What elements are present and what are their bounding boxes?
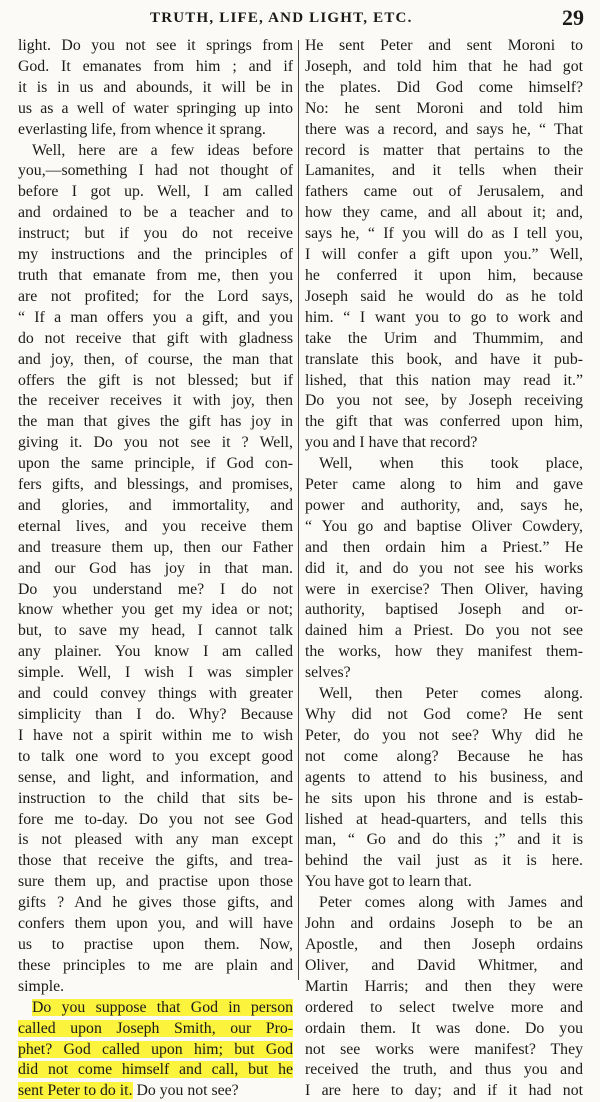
text-line <box>305 642 583 663</box>
line-text: Well, then Peter comes along. <box>319 685 583 703</box>
text-line <box>18 935 293 956</box>
line-text: Joseph said he would do as he told <box>305 287 583 305</box>
line-text: record is matter that pertains to the <box>305 141 583 159</box>
line-text: truth that emanate from me, then you <box>18 266 293 284</box>
line-text: selves? <box>305 664 351 682</box>
line-text: ordered to select twelve more and <box>305 998 583 1016</box>
line-text: and treasure them up, then our Father <box>18 538 293 556</box>
text-line <box>18 538 293 559</box>
line-text: gifts ? And he gives those gifts, and <box>18 894 293 912</box>
text-line <box>305 872 583 893</box>
line-text: I will confer a gift upon you.” Well, <box>305 246 583 264</box>
line-text: He sent Peter and sent Moroni to <box>305 37 583 54</box>
line-text: and our God has joy in that man. <box>18 559 293 577</box>
line-text: “ You go and baptise Oliver Cowdery, <box>305 517 583 535</box>
line-text: and glories, and immortality, and <box>18 496 293 514</box>
line-text: Why did not God come? He sent <box>305 706 583 723</box>
line-text: sure them up, and practise upon those <box>18 873 293 891</box>
text-line <box>18 287 293 308</box>
text-line <box>18 956 293 977</box>
text-line <box>18 1060 293 1081</box>
text-line <box>18 851 293 872</box>
highlighted-text: called upon Joseph Smith, our Pro- <box>18 1019 293 1037</box>
line-text: us to practise upon them. Now, <box>18 935 293 953</box>
text-line <box>305 78 583 99</box>
text-line <box>305 810 583 831</box>
text-line <box>305 663 583 684</box>
text-line <box>305 433 583 454</box>
text-line <box>18 914 293 935</box>
line-text: Do you not see, by Joseph receiving <box>305 392 583 410</box>
text-line <box>305 224 583 245</box>
line-text: eternal lives, and you receive them <box>18 517 293 535</box>
line-text: lished, that this nation may read it.” <box>305 371 583 389</box>
text-line <box>305 726 583 747</box>
text-line <box>305 1060 583 1081</box>
line-text: Lamanites, and it tells when their <box>305 162 583 180</box>
text-line <box>305 454 583 475</box>
line-text: God. It emanates from him ; and if <box>18 57 293 75</box>
text-line <box>18 308 293 329</box>
text-line <box>305 1081 583 1102</box>
line-text: and could convey things with greater <box>18 685 293 703</box>
line-text: I have not a spirit within me to wish <box>18 726 293 744</box>
line-text: says he, “ If you will do as I tell you, <box>305 225 583 243</box>
page-number: 29 <box>562 5 584 30</box>
page-header <box>0 0 600 34</box>
line-text: are not profited; for the Lord says, <box>18 287 293 305</box>
text-line <box>305 684 583 705</box>
text-line <box>305 350 583 371</box>
text-line <box>305 99 583 120</box>
text-line <box>305 621 583 642</box>
line-text: fathers came out of Jerusalem, and <box>305 183 583 201</box>
text-line <box>18 580 293 601</box>
text-line <box>305 830 583 851</box>
text-line <box>18 57 293 78</box>
line-text: know whether you get my idea or not; <box>18 601 293 619</box>
text-line <box>305 496 583 517</box>
text-line <box>18 329 293 350</box>
text-line <box>305 580 583 601</box>
line-text: behind the vail just as it is here. <box>305 852 583 870</box>
line-text: everlasting life, from whence it sprang. <box>18 120 266 138</box>
line-text: you,—something I had not thought of <box>18 162 293 180</box>
left-column <box>18 36 293 1100</box>
text-line <box>18 161 293 182</box>
text-line <box>305 956 583 977</box>
line-text: us as a well of water springing up into <box>18 99 293 117</box>
text-line <box>18 559 293 580</box>
text-line <box>18 684 293 705</box>
text-line <box>18 266 293 287</box>
line-text: Peter came along to him and gave <box>305 476 583 494</box>
text-line <box>305 161 583 182</box>
line-text: those that receive the gifts, and trea- <box>18 852 293 870</box>
line-text: light. Do you not see it springs from <box>18 37 293 54</box>
text-line <box>18 120 293 141</box>
line-text: were in exercise? Then Oliver, having <box>305 580 583 598</box>
text-line <box>18 78 293 99</box>
line-text: translate this book, and have it pub- <box>305 350 583 368</box>
text-line <box>18 350 293 371</box>
text-line <box>18 454 293 475</box>
line-text: agents to attend to his business, and <box>305 768 583 786</box>
text-line <box>305 391 583 412</box>
text-line <box>18 642 293 663</box>
text-line <box>18 203 293 224</box>
line-text: simple. Well, I wish I was simpler <box>18 664 293 682</box>
text-line <box>305 412 583 433</box>
text-line <box>18 1081 293 1102</box>
line-text: offers the gift is not blessed; but if <box>18 371 293 389</box>
text-line <box>305 245 583 266</box>
text-line <box>305 517 583 538</box>
line-text: man, “ Go and do this ;” and it is <box>305 831 583 849</box>
line-text: Well, when this took place, <box>319 455 583 473</box>
text-line <box>305 36 583 57</box>
text-line <box>305 851 583 872</box>
line-text: dained him a Priest. Do you not see <box>305 622 583 640</box>
highlighted-text: did not come himself and call, but he <box>18 1061 293 1079</box>
line-text: Do you understand me? I do not <box>18 580 293 598</box>
line-text: there was a record, and says he, “ That <box>305 120 583 138</box>
line-text: lished at head-quarters, and tells this <box>305 810 583 828</box>
line-text: and then ordain him a Priest.” He <box>305 538 583 556</box>
text-line <box>18 998 293 1019</box>
text-line <box>18 705 293 726</box>
text-line <box>18 475 293 496</box>
text-line <box>18 621 293 642</box>
text-line <box>305 893 583 914</box>
text-line <box>18 600 293 621</box>
text-line <box>305 1040 583 1061</box>
line-text: before I got up. Well, I am called <box>18 183 293 201</box>
line-text: did it, and do you not see his works <box>305 559 583 577</box>
line-text: any plainer. You know I am called <box>18 643 293 661</box>
text-line <box>18 1019 293 1040</box>
line-text: and joy, then, of course, the man that <box>18 350 293 368</box>
text-line <box>305 768 583 789</box>
column-divider <box>298 40 299 980</box>
line-text: giving it. Do you not see it ? Well, <box>18 434 293 452</box>
line-text: not come along? Because he has <box>305 747 583 765</box>
line-text: do not receive that gift with gladness <box>18 329 293 347</box>
text-line <box>18 1040 293 1061</box>
line-text: the man that gives the gift has joy in <box>18 413 293 431</box>
text-line <box>18 789 293 810</box>
text-line <box>305 935 583 956</box>
running-title: TRUTH, LIFE, AND LIGHT, ETC. <box>150 10 413 26</box>
text-line <box>305 1019 583 1040</box>
line-text: but, to save my head, I cannot talk <box>18 622 293 640</box>
text-line <box>18 36 293 57</box>
text-line <box>18 433 293 454</box>
text-line <box>305 559 583 580</box>
text-line <box>305 287 583 308</box>
text-line <box>305 266 583 287</box>
line-text: power and authority, and, says he, <box>305 496 583 514</box>
line-text: the gift that was conferred upon him, <box>305 413 583 431</box>
line-text: him. “ I want you to go to work and <box>305 308 583 326</box>
line-text: these principles to me are plain and <box>18 956 293 974</box>
highlighted-text: sent Peter to do it. <box>18 1082 133 1100</box>
text-line <box>18 371 293 392</box>
text-line <box>305 203 583 224</box>
line-text: Well, here are a few ideas before <box>32 141 293 159</box>
text-line <box>18 663 293 684</box>
text-line <box>305 371 583 392</box>
text-line <box>18 496 293 517</box>
text-line <box>305 57 583 78</box>
text-line <box>305 538 583 559</box>
text-line <box>18 245 293 266</box>
line-text: you and I have that record? <box>305 434 478 452</box>
text-line <box>18 412 293 433</box>
text-line <box>305 747 583 768</box>
line-text: sense, and light, and information, and <box>18 768 293 786</box>
text-line <box>18 517 293 538</box>
line-text: Oliver, and David Whitmer, and <box>305 956 583 974</box>
text-line <box>305 600 583 621</box>
text-line <box>305 705 583 726</box>
line-text: he conferred it upon him, because <box>305 266 583 284</box>
text-line <box>305 914 583 935</box>
text-line <box>305 977 583 998</box>
line-text: Martin Harris; and then they were <box>305 977 583 995</box>
line-text: Apostle, and then Joseph ordains <box>305 935 583 953</box>
line-text: No: he sent Moroni and told him <box>305 99 583 117</box>
line-text: Joseph, and told him that he had got <box>305 57 583 75</box>
line-text: how they came, and all about it; and, <box>305 204 583 222</box>
line-text: authority, baptised Joseph and or- <box>305 601 583 619</box>
text-line <box>18 747 293 768</box>
right-column <box>305 36 583 1100</box>
text-line <box>18 768 293 789</box>
line-text: ordain them. It was done. Do you <box>305 1019 583 1037</box>
text-line <box>305 141 583 162</box>
line-text: confers them upon you, and will have <box>18 915 293 933</box>
text-line <box>18 99 293 120</box>
line-text: John and ordains Joseph to be an <box>305 915 583 933</box>
line-text: he sits upon his throne and is estab- <box>305 789 583 807</box>
line-text: and ordained to be a teacher and to <box>18 204 293 222</box>
line-text: fers gifts, and blessings, and promises, <box>18 476 293 494</box>
text-line <box>18 893 293 914</box>
text-line <box>305 308 583 329</box>
line-text: is not pleased with any man except <box>18 831 293 849</box>
text-line <box>18 872 293 893</box>
line-text: instruct; but if you do not receive <box>18 225 293 243</box>
highlighted-text: Do you suppose that God in person <box>32 998 293 1016</box>
line-text: the works, how they manifest them- <box>305 643 583 661</box>
line-text: instruction to the child that sits be- <box>18 789 293 807</box>
highlighted-text: phet? God called upon him; but God <box>18 1040 293 1058</box>
line-text: simple. <box>18 977 65 995</box>
line-text: the receiver receives it with joy, then <box>18 392 293 410</box>
line-text: the plates. Did God come himself? <box>305 78 583 96</box>
text-line <box>305 789 583 810</box>
line-text: You have got to learn that. <box>305 873 472 891</box>
line-text: I are here to day; and if it had not <box>305 1082 583 1100</box>
text-line <box>18 810 293 831</box>
text-line <box>18 391 293 412</box>
line-text: Peter, do you not see? Why did he <box>305 726 583 744</box>
line-text: simplicity than I do. Why? Because <box>18 706 293 723</box>
line-text: “ If a man offers you a gift, and you <box>18 308 293 326</box>
text-line <box>305 182 583 203</box>
text-line <box>18 726 293 747</box>
line-text: take the Urim and Thummim, and <box>305 329 583 347</box>
text-line <box>305 998 583 1019</box>
line-text: to talk one word to you except good <box>18 747 293 765</box>
line-text: upon the same principle, if God con- <box>18 455 293 473</box>
text-line <box>305 475 583 496</box>
line-text: not see works were manifest? They <box>305 1040 583 1058</box>
text-line <box>18 977 293 998</box>
line-text: it is in us and abounds, it will be in <box>18 78 293 96</box>
line-text-tail: Do you not see? <box>132 1082 239 1100</box>
line-text: my instructions and the principles of <box>18 246 293 264</box>
text-line <box>18 182 293 203</box>
text-line <box>18 224 293 245</box>
text-line <box>305 120 583 141</box>
text-line <box>305 329 583 350</box>
line-text: fore me to-day. Do you not see God <box>18 810 293 828</box>
text-line <box>18 141 293 162</box>
text-line <box>18 830 293 851</box>
line-text: Peter comes along with James and <box>319 894 583 912</box>
line-text: received the truth, and thus you and <box>305 1061 583 1079</box>
